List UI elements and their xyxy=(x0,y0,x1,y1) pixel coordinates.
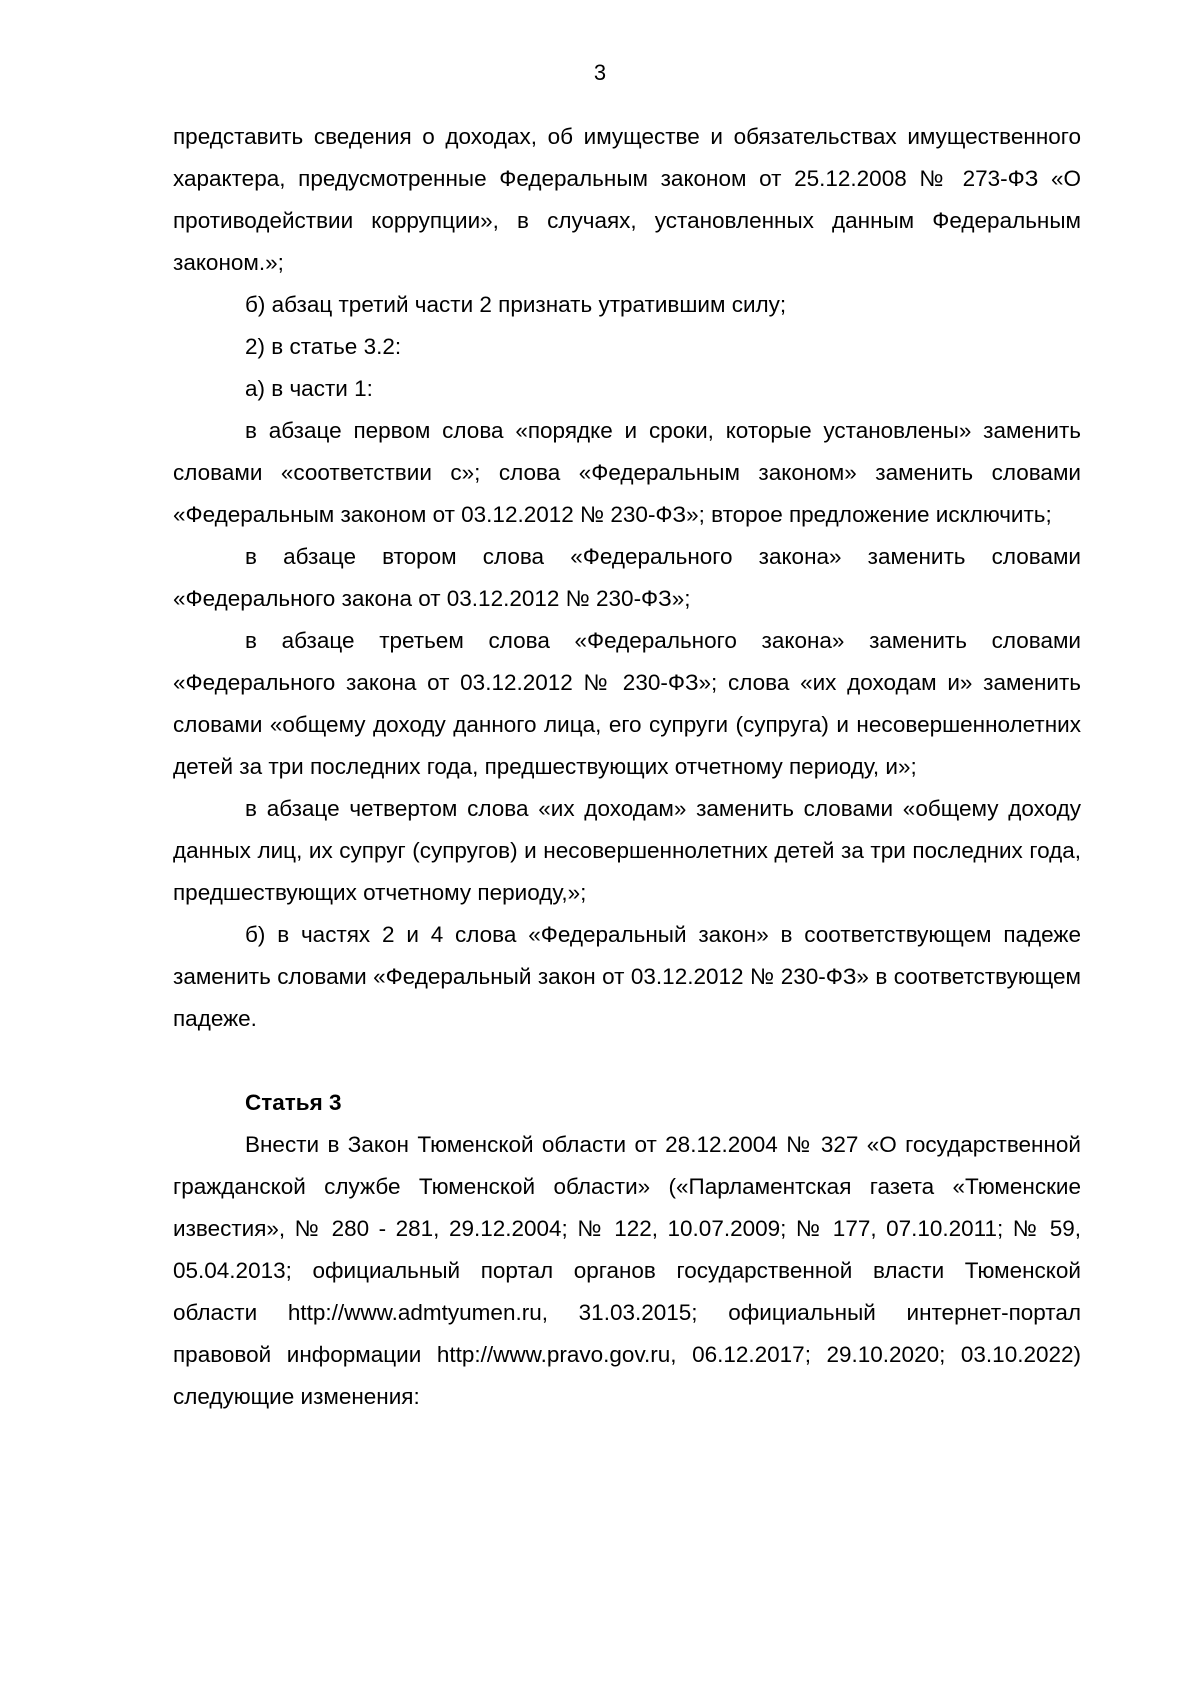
article-text: Внести в Закон Тюменской области от 28.12.2004 № 327 «О государственной гражданской службе Тюменской области» («Парламентская газета «Тюменские известия», № 280 - 281, 29.12.2004; № 122, 10.07.2009; № 177, 07.10.2011; № 59, 05.04.2013; официальный портал органов государственной власти Тюменской области http://www.admtyumen.ru, 31.03.2015; официальный интернет-портал правовой информации http://www.pravo.gov.ru, 06.12.2017; 29.10.2020; 03.10.2022) следующие изменения: xyxy=(173,1132,1081,1409)
document-body xyxy=(173,116,1081,1418)
paragraph-item-b: б) абзац третий части 2 признать утратившим силу; xyxy=(245,292,787,317)
paragraph-fourth-abzac: в абзаце четвертом слова «их доходам» заменить словами «общему доходу данных лиц, их супруг (супругов) и несовершеннолетних детей за три последних года, предшествующих отчетному периоду,»; xyxy=(173,796,1081,905)
paragraph-first-abzac: в абзаце первом слова «порядке и сроки, которые установлены» заменить словами «соответствии с»; слова «Федеральным законом» заменить словами «Федеральным законом от 03.12.2012 № 230-ФЗ»; второе предложение исключить; xyxy=(173,418,1081,527)
paragraph-second-abzac: в абзаце втором слова «Федерального закона» заменить словами «Федерального закона от 03.12.2012 № 230-ФЗ»; xyxy=(173,544,1081,611)
paragraph-item-2: 2) в статье 3.2: xyxy=(245,334,402,359)
paragraph-item-a: а) в части 1: xyxy=(245,376,373,401)
article-heading: Статья 3 xyxy=(245,1090,342,1115)
paragraph-parts-2-4: б) в частях 2 и 4 слова «Федеральный закон» в соответствующем падеже заменить словами «Федеральный закон от 03.12.2012 № 230-ФЗ» в соответствующем падеже. xyxy=(173,922,1081,1031)
paragraph-continuation: представить сведения о доходах, об имуществе и обязательствах имущественного характера, предусмотренные Федеральным законом от 25.12.2008 № 273-ФЗ «О противодействии коррупции», в случаях, установленных данным Федеральным законом.»; xyxy=(173,124,1081,275)
paragraph-third-abzac: в абзаце третьем слова «Федерального закона» заменить словами «Федерального закона от 03.12.2012 № 230-ФЗ»; слова «их доходам и» заменить словами «общему доходу данного лица, его супруги (супруга) и несовершеннолетних детей за три последних года, предшествующих отчетному периоду, и»; xyxy=(173,628,1081,779)
page-number: 3 xyxy=(593,60,607,85)
